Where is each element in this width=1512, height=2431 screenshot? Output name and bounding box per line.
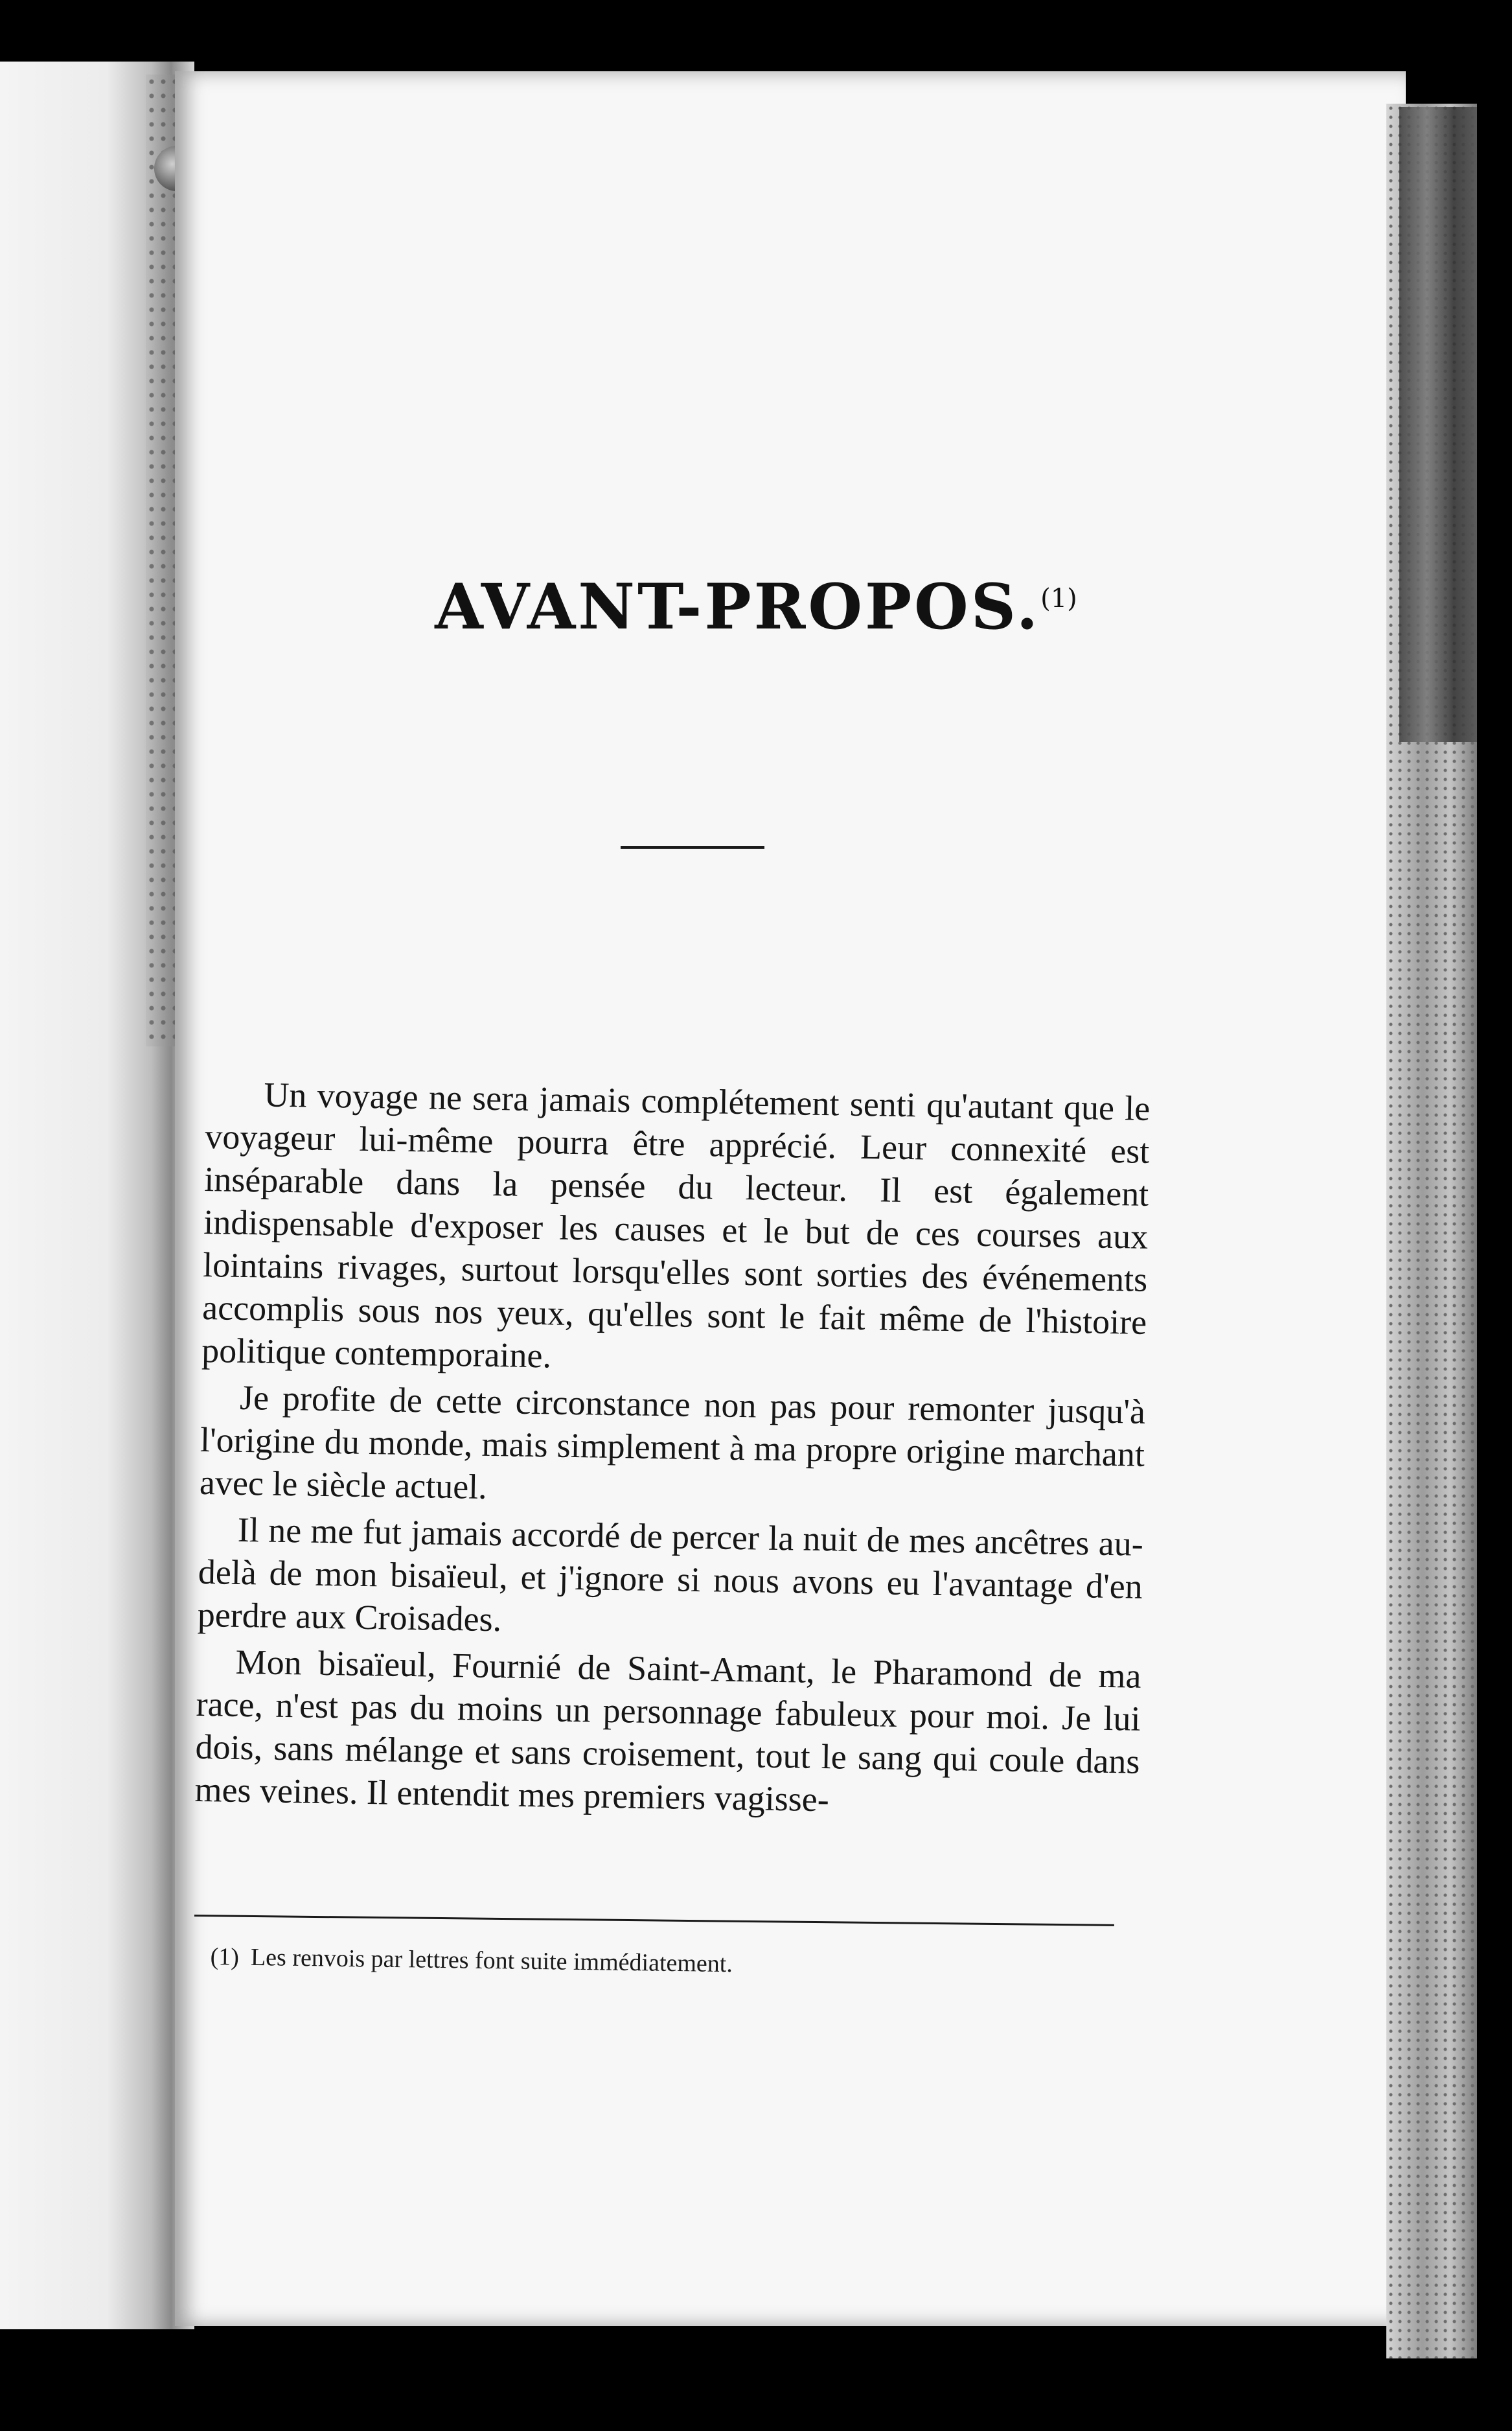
page-title	[0, 570, 1512, 643]
footnote-mark: (1)	[210, 1943, 240, 1971]
paragraph-2: Je profite de cette circonstance non pas pour remonter jusqu'à l'origine du monde, mais simplement à ma propre origine marchant avec le siècle actuel.	[199, 1377, 1146, 1506]
page-stack-shadow	[1399, 107, 1477, 742]
title-text: AVANT-PROPOS.	[435, 570, 1041, 643]
paragraph-4: Mon bisaïeul, Fournié de Saint-Amant, le Pharamond de ma race, n'est pas du moins un personnage fabuleux pour moi. Je lui dois, sans mélange et sans croisement, tout le sang qui coule dans mes veines. Il entendit mes premiers vagisse-	[194, 1642, 1142, 1819]
body-text	[194, 1072, 1151, 1830]
paragraph-3: Il ne me fut jamais accordé de percer la nuit de mes ancêtres au-delà de mon bisaïeul, et j'ignore si nous avons eu l'avantage d'en perdre aux Croisades.	[197, 1510, 1144, 1639]
title-divider	[621, 846, 764, 849]
footnote-text: Les renvois par lettres font suite immédiatement.	[250, 1943, 733, 1978]
paragraph-1: Un voyage ne sera jamais complétement senti qu'autant que le voyageur lui-même pourra être apprécié. Leur connexité est inséparable dans la pensée du lecteur. Il est également indispensable d'exposer les causes et le but de ces courses aux lointains rivages, surtout lorsqu'elles sont sorties des événements accomplis sous nos yeux, qu'elles sont le fait même de l'histoire politique contemporaine.	[201, 1075, 1151, 1376]
title-footnote-mark: (1)	[1040, 584, 1077, 614]
